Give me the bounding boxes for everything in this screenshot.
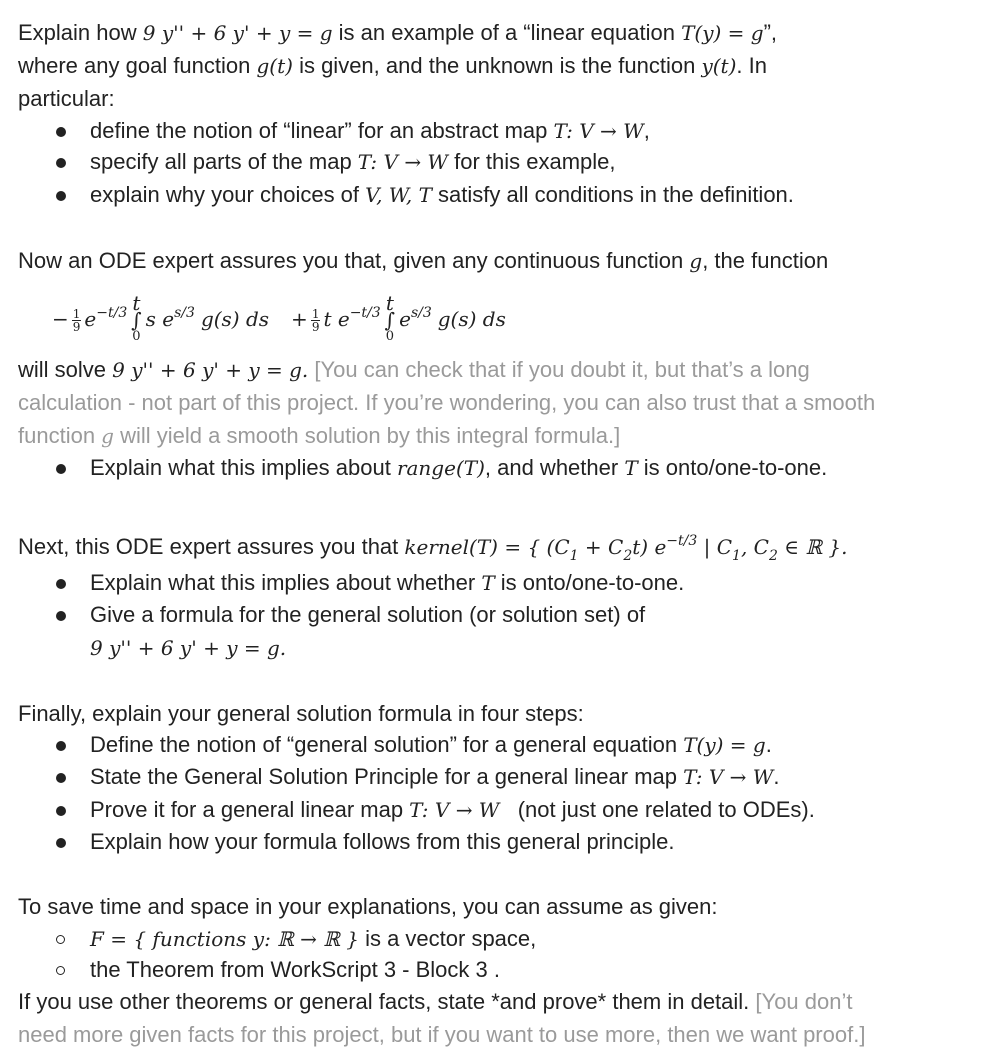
list-item bbox=[90, 924, 536, 954]
integral-upper-limit: t bbox=[132, 291, 141, 316]
function-space-notation: F = { functions y: ℝ → ℝ } bbox=[90, 927, 359, 951]
exponent: −t/3 bbox=[96, 305, 128, 321]
intro-text: Explain how bbox=[18, 20, 143, 45]
fraction-one-ninth bbox=[311, 308, 321, 333]
list-item bbox=[90, 116, 650, 146]
goal-function: g(t) bbox=[256, 54, 293, 78]
intro-line-1 bbox=[18, 18, 777, 48]
goal-function: g bbox=[101, 424, 114, 448]
list-item-text: State the General Solution Principle for a general linear map bbox=[90, 764, 684, 789]
plus-sign: + bbox=[291, 307, 308, 331]
gray-note-line bbox=[18, 1020, 865, 1050]
bullet-dot bbox=[56, 191, 66, 201]
subscript: 1 bbox=[569, 548, 579, 564]
paragraph-text: Now an ODE expert assures you that, given any continuous function bbox=[18, 248, 690, 273]
paragraph-line bbox=[18, 246, 828, 276]
integral-formula bbox=[52, 282, 506, 350]
list-item bbox=[90, 795, 815, 825]
kernel-formula: ∈ ℝ }. bbox=[777, 535, 848, 559]
gray-note: [You can check that if you doubt it, but that’s a long bbox=[308, 357, 810, 382]
bullet-dot bbox=[56, 611, 66, 621]
subscript: 2 bbox=[623, 548, 633, 564]
list-item-text: . bbox=[773, 764, 780, 789]
intro-line-3 bbox=[18, 84, 115, 114]
list-item bbox=[90, 955, 500, 985]
exp-base: e bbox=[399, 307, 411, 331]
intro-text: is an example of a “linear equation bbox=[332, 20, 682, 45]
integral-sign bbox=[384, 291, 396, 345]
paragraph-line bbox=[18, 892, 718, 922]
integral-symbol: ∫ bbox=[384, 308, 396, 333]
paragraph-line bbox=[18, 526, 848, 571]
exponent: s/3 bbox=[174, 305, 195, 321]
list-item-text: . bbox=[765, 732, 772, 757]
exp-base: e bbox=[84, 307, 97, 331]
fraction-one-ninth bbox=[72, 308, 82, 333]
ode-equation: 9 y'' + 6 y' + y = g bbox=[142, 21, 333, 45]
integral-lower-limit: 0 bbox=[132, 329, 141, 345]
list-item bbox=[90, 453, 827, 483]
intro-line-2 bbox=[18, 51, 767, 81]
kernel-formula: | C bbox=[697, 535, 733, 559]
fraction-denominator: 9 bbox=[311, 319, 320, 334]
list-item-text: the Theorem from WorkScript 3 - Block 3 . bbox=[90, 957, 500, 982]
list-item bbox=[90, 730, 772, 760]
paragraph-text: , the function bbox=[702, 248, 829, 273]
ode-equation: 9 y'' + 6 y' + y = g. bbox=[90, 636, 287, 660]
bullet-dot bbox=[56, 806, 66, 816]
bullet-dot bbox=[56, 127, 66, 137]
exponent: −t/3 bbox=[349, 305, 381, 321]
kernel-formula: t) e bbox=[632, 535, 667, 559]
paragraph-text: Next, this ODE expert assures you that bbox=[18, 534, 405, 559]
fraction-denominator: 9 bbox=[72, 319, 81, 334]
goal-function: g bbox=[689, 249, 703, 273]
list-item-text: Explain what this implies about whether bbox=[90, 570, 482, 595]
bullet-dot bbox=[56, 838, 66, 848]
gray-note: function bbox=[18, 423, 102, 448]
hollow-bullet bbox=[56, 966, 65, 975]
list-item-text: Explain what this implies about bbox=[90, 455, 397, 480]
map-notation: V, W, T bbox=[365, 183, 432, 207]
fraction-numerator: 1 bbox=[311, 306, 320, 321]
paragraph-text: will solve bbox=[18, 357, 113, 382]
bullet-dot bbox=[56, 158, 66, 168]
bullet-dot bbox=[56, 579, 66, 589]
list-item-text: Define the notion of “general solution” for a general equation bbox=[90, 732, 684, 757]
subscript: 1 bbox=[732, 548, 741, 564]
integrand: s e bbox=[145, 307, 175, 331]
list-item-text: is onto/one-to-one. bbox=[494, 570, 685, 595]
minus-sign: − bbox=[52, 307, 69, 331]
list-item-text: is a vector space, bbox=[358, 926, 537, 951]
range-notation: range(T) bbox=[396, 456, 485, 480]
integral-sign bbox=[131, 291, 142, 345]
map-notation: T: V → W bbox=[553, 119, 644, 143]
list-item bbox=[90, 147, 616, 177]
gray-note-line bbox=[18, 421, 620, 451]
linear-equation: T(y) = g bbox=[681, 21, 764, 45]
intro-text: is given, and the unknown is the function bbox=[292, 53, 702, 78]
list-item-text: Give a formula for the general solution (or solution set) of bbox=[90, 602, 646, 627]
gray-note: calculation - not part of this project. If you’re wondering, you can also trust that a smooth bbox=[18, 390, 876, 415]
list-item-text: satisfy all conditions in the definition. bbox=[431, 182, 794, 207]
list-item-text: Explain how your formula follows from this general principle. bbox=[90, 829, 675, 854]
integrand: g(s) ds bbox=[437, 307, 506, 331]
list-item bbox=[90, 762, 779, 792]
bullet-dot bbox=[56, 464, 66, 474]
intro-text: . In bbox=[736, 53, 767, 78]
exponent: s/3 bbox=[410, 305, 432, 321]
map-notation: T bbox=[481, 571, 495, 595]
list-item-continuation bbox=[90, 633, 286, 663]
list-item-text: Prove it for a general linear map bbox=[90, 797, 410, 822]
kernel-formula: kernel(T) = { (C bbox=[404, 535, 570, 559]
paragraph-text: If you use other theorems or general facts, state *and prove* them in detail. bbox=[18, 989, 756, 1014]
gray-note: need more given facts for this project, but if you want to use more, then we want proof.] bbox=[18, 1022, 866, 1047]
integral-upper-limit: t bbox=[385, 291, 394, 316]
integrand: t e bbox=[323, 307, 350, 331]
intro-text: ”, bbox=[763, 20, 778, 45]
map-notation: T: V → W bbox=[409, 798, 500, 822]
paragraph-line bbox=[18, 699, 584, 729]
unknown-function: y(t) bbox=[701, 54, 737, 78]
gray-note: [You don’t bbox=[755, 989, 853, 1014]
exponent: −t/3 bbox=[666, 533, 698, 549]
list-item-text: define the notion of “linear” for an abstract map bbox=[90, 118, 554, 143]
list-item bbox=[90, 180, 794, 210]
list-item-text: (not just one related to ODEs). bbox=[499, 797, 815, 822]
gray-note-line bbox=[18, 388, 875, 418]
integral-symbol: ∫ bbox=[131, 308, 142, 333]
list-item bbox=[90, 568, 684, 598]
list-item-text: specify all parts of the map bbox=[90, 149, 358, 174]
list-item-text: explain why your choices of bbox=[90, 182, 366, 207]
map-notation: T: V → W bbox=[357, 150, 448, 174]
ode-equation: 9 y'' + 6 y' + y = g. bbox=[112, 358, 309, 382]
kernel-formula: , C bbox=[740, 535, 769, 559]
intro-text: particular: bbox=[18, 86, 115, 111]
subscript: 2 bbox=[769, 548, 778, 564]
linear-equation: T(y) = g bbox=[683, 733, 766, 757]
hollow-bullet bbox=[56, 935, 65, 944]
paragraph-text: Finally, explain your general solution formula in four steps: bbox=[18, 701, 584, 726]
bullet-dot bbox=[56, 773, 66, 783]
map-notation: T bbox=[624, 456, 638, 480]
paragraph-line bbox=[18, 987, 852, 1017]
paragraph-line bbox=[18, 355, 810, 385]
list-item-text: , bbox=[643, 118, 650, 143]
paragraph-text: To save time and space in your explanations, you can assume as given: bbox=[18, 894, 718, 919]
list-item-text: for this example, bbox=[448, 149, 616, 174]
kernel-formula: + C bbox=[578, 535, 624, 559]
bullet-dot bbox=[56, 741, 66, 751]
list-item-text: , and whether bbox=[484, 455, 625, 480]
map-notation: T: V → W bbox=[683, 765, 774, 789]
integrand: g(s) ds bbox=[200, 307, 270, 331]
list-item bbox=[90, 600, 645, 630]
gray-note: will yield a smooth solution by this integral formula.] bbox=[113, 423, 621, 448]
list-item bbox=[90, 827, 674, 857]
list-item-text: is onto/one-to-one. bbox=[637, 455, 828, 480]
intro-text: where any goal function bbox=[18, 53, 257, 78]
integral-lower-limit: 0 bbox=[385, 329, 395, 345]
fraction-numerator: 1 bbox=[72, 306, 81, 321]
